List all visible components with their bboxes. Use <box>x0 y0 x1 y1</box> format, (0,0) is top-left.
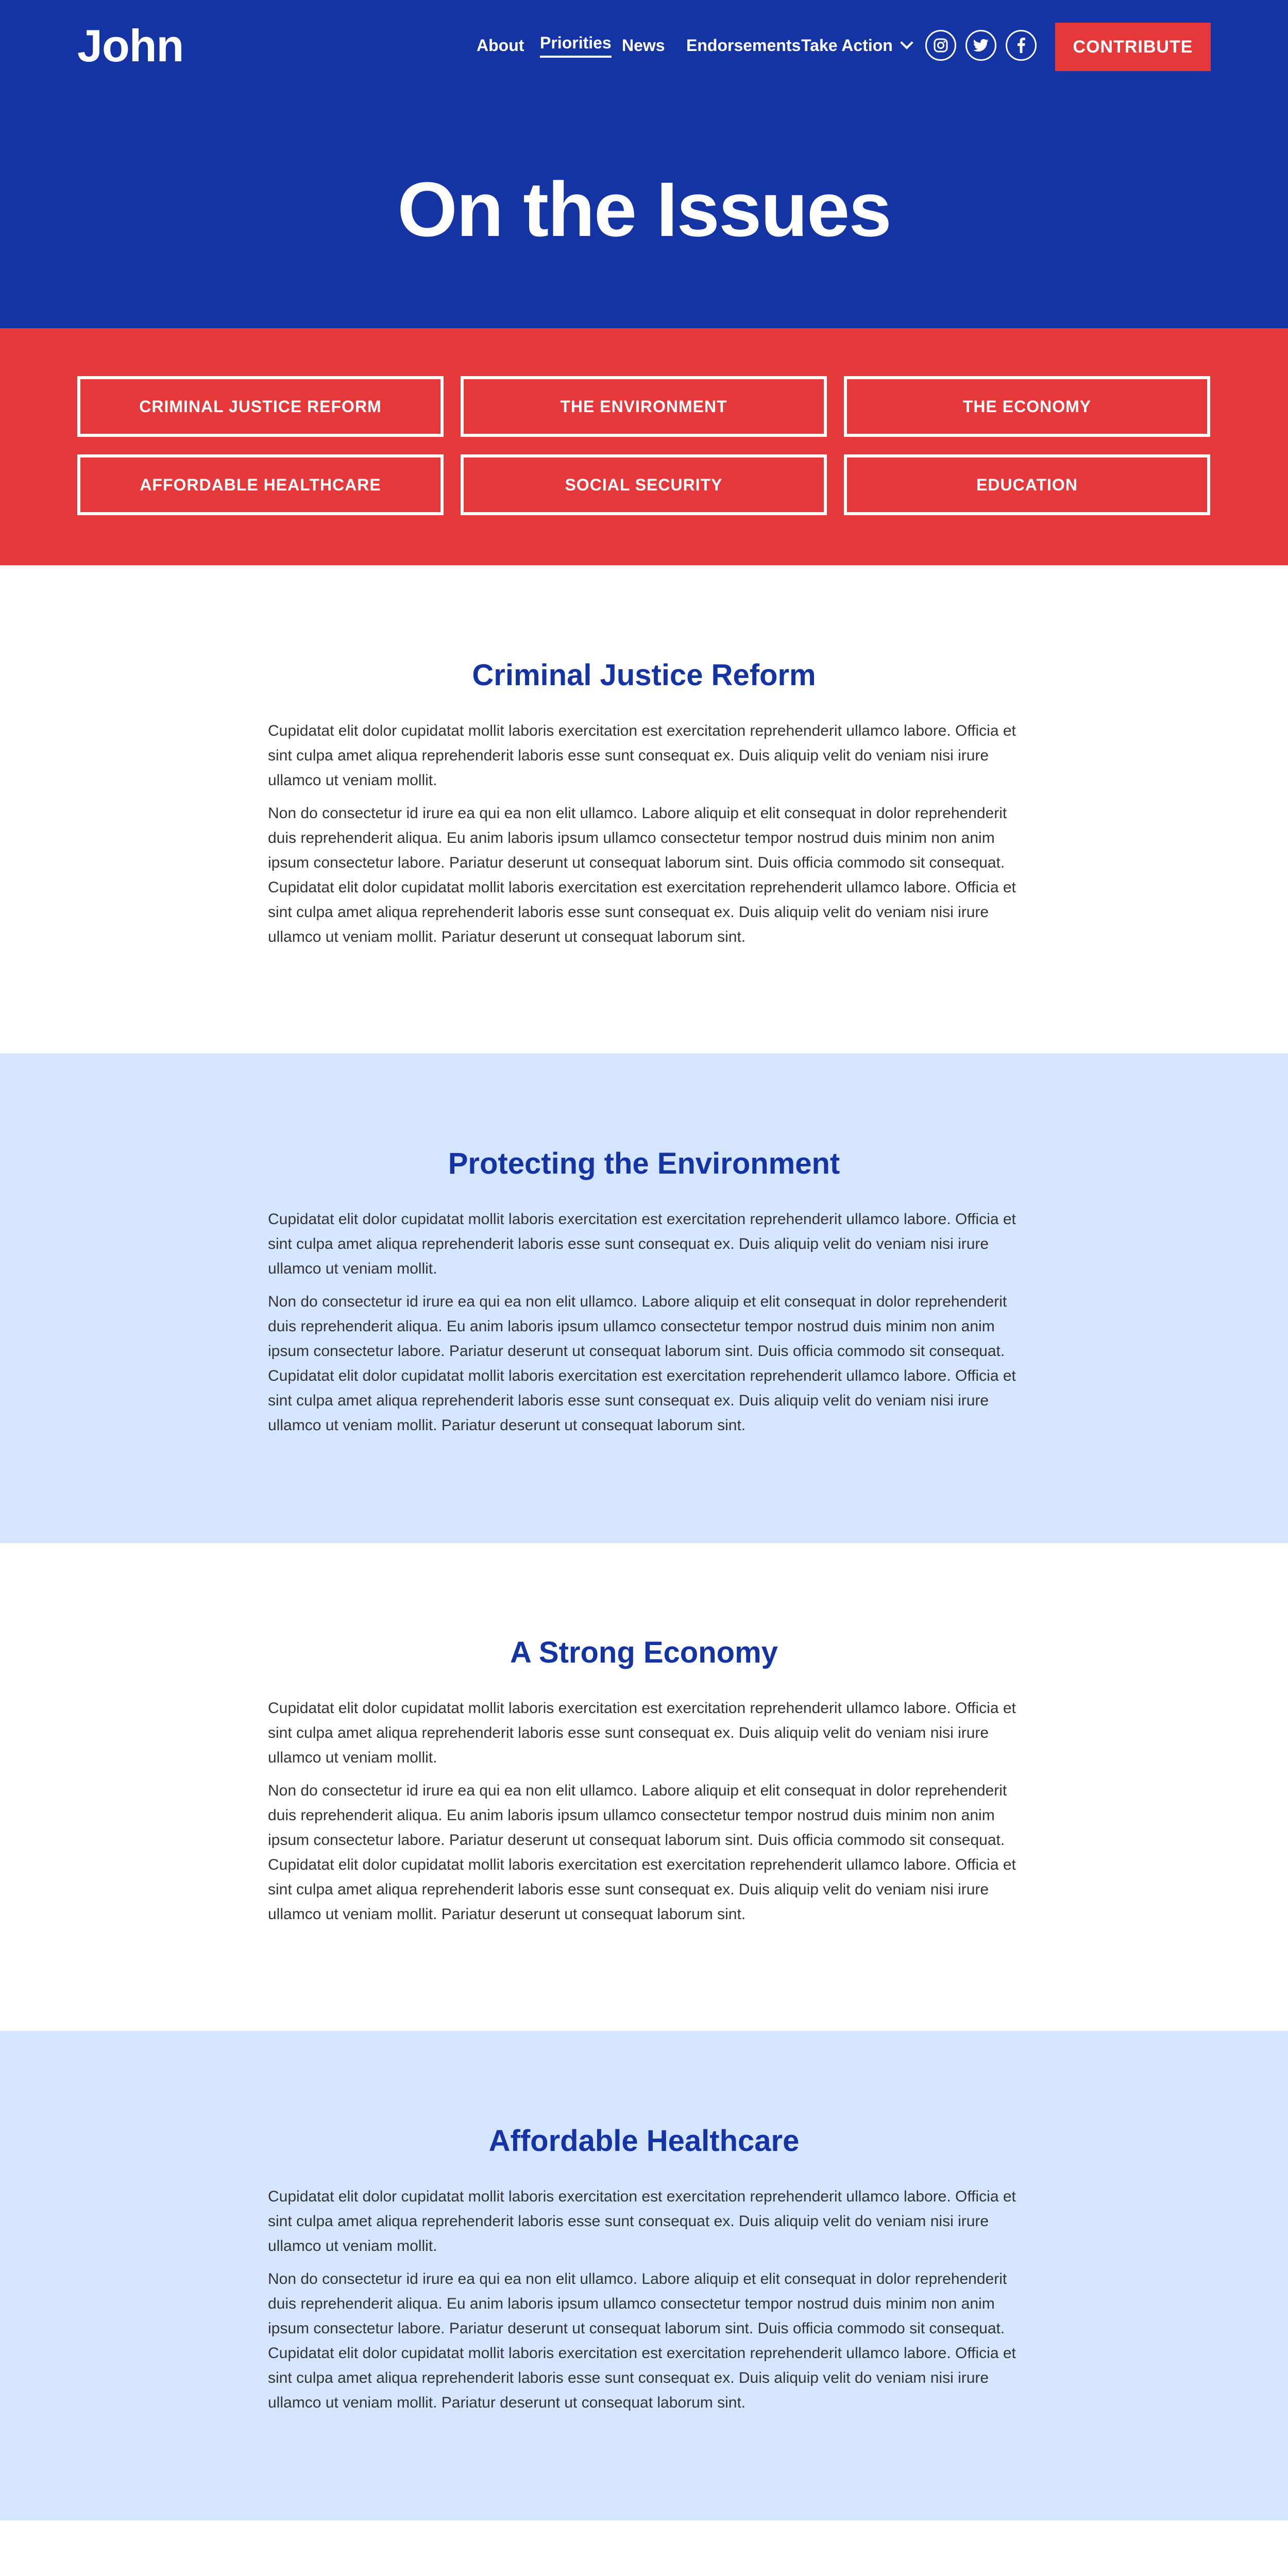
section-title: Criminal Justice Reform <box>472 658 816 692</box>
issues-nav <box>0 328 1288 565</box>
nav-link-priorities[interactable]: Priorities <box>540 33 612 58</box>
section-paragraph: Non do consectetur id irure ea qui ea non elit ullamco. Labore aliquip et elit consequat in dolor reprehenderit duis reprehenderit aliqua. Eu anim laboris ipsum ullamco consectetur tempor nostrud duis minim non anim ipsum consectetur labore. Pariatur deserunt ut consequat laborum sint. Duis officia commodo sit consequat. Cupidatat elit dolor cupidatat mollit laboris exercitation est exercitation reprehenderit ullamco labore. Officia et sint culpa amet aliqua reprehenderit laboris esse sunt consequat ex. Duis aliquip velit do veniam nisi irure ullamco ut veniam mollit. Pariatur deserunt ut consequat laborum sint. <box>268 1782 1016 1923</box>
issue-section-criminal-justice <box>0 565 1288 1055</box>
nav-link-about[interactable]: About <box>477 36 524 55</box>
nav-link-take-action[interactable]: Take Action <box>801 36 893 55</box>
nav-item-endorsements[interactable] <box>686 33 801 58</box>
section-paragraph: Non do consectetur id irure ea qui ea non elit ullamco. Labore aliquip et elit consequat in dolor reprehenderit duis reprehenderit aliqua. Eu anim laboris ipsum ullamco consectetur tempor nostrud duis minim non anim ipsum consectetur labore. Pariatur deserunt ut consequat laborum sint. Duis officia commodo sit consequat. Cupidatat elit dolor cupidatat mollit laboris exercitation est exercitation reprehenderit ullamco labore. Officia et sint culpa amet aliqua reprehenderit laboris esse sunt consequat ex. Duis aliquip velit do veniam nisi irure ullamco ut veniam mollit. Pariatur deserunt ut consequat laborum sint. <box>268 805 1016 945</box>
twitter-icon[interactable] <box>965 30 996 61</box>
chevron-down-icon[interactable] <box>900 36 913 49</box>
nav-link-endorsements[interactable]: Endorsements <box>686 36 801 55</box>
instagram-icon[interactable] <box>925 30 956 61</box>
issue-button-education[interactable]: EDUCATION <box>844 454 1210 515</box>
facebook-icon[interactable] <box>1006 30 1037 61</box>
issue-button-economy[interactable]: THE ECONOMY <box>844 376 1210 437</box>
nav-item-about[interactable] <box>477 33 524 58</box>
page-title: On the Issues <box>397 166 891 252</box>
issue-button-social-security[interactable]: SOCIAL SECURITY <box>461 454 827 515</box>
section-paragraph: Non do consectetur id irure ea qui ea non elit ullamco. Labore aliquip et elit consequat in dolor reprehenderit duis reprehenderit aliqua. Eu anim laboris ipsum ullamco consectetur tempor nostrud duis minim non anim ipsum consectetur labore. Pariatur deserunt ut consequat laborum sint. Duis officia commodo sit consequat. Cupidatat elit dolor cupidatat mollit laboris exercitation est exercitation reprehenderit ullamco labore. Officia et sint culpa amet aliqua reprehenderit laboris esse sunt consequat ex. Duis aliquip velit do veniam nisi irure ullamco ut veniam mollit. Pariatur deserunt ut consequat laborum sint. <box>268 2270 1016 2411</box>
issue-section-environment <box>0 1054 1288 1543</box>
nav-link-news[interactable]: News <box>622 36 665 55</box>
issue-section-economy <box>0 1543 1288 2032</box>
issue-button-healthcare[interactable]: AFFORDABLE HEALTHCARE <box>77 454 444 515</box>
section-title: Protecting the Environment <box>448 1147 840 1180</box>
issue-button-criminal-justice[interactable]: CRIMINAL JUSTICE REFORM <box>77 376 444 437</box>
section-paragraph: Cupidatat elit dolor cupidatat mollit laboris exercitation est exercitation reprehenderit ullamco labore. Officia et sint culpa amet aliqua reprehenderit laboris esse sunt consequat ex. Duis aliquip velit do veniam nisi irure ullamco ut veniam mollit. <box>268 1700 1016 1766</box>
section-title: A Strong Economy <box>510 1636 778 1669</box>
section-paragraph: Cupidatat elit dolor cupidatat mollit laboris exercitation est exercitation reprehenderit ullamco labore. Officia et sint culpa amet aliqua reprehenderit laboris esse sunt consequat ex. Duis aliquip velit do veniam nisi irure ullamco ut veniam mollit. <box>268 2188 1016 2255</box>
nav-item-take-action[interactable] <box>801 33 911 58</box>
section-paragraph: Cupidatat elit dolor cupidatat mollit laboris exercitation est exercitation reprehenderit ullamco labore. Officia et sint culpa amet aliqua reprehenderit laboris esse sunt consequat ex. Duis aliquip velit do veniam nisi irure ullamco ut veniam mollit. <box>268 1211 1016 1277</box>
nav-item-news[interactable] <box>622 33 665 58</box>
issue-section-healthcare <box>0 2031 1288 2520</box>
issue-section-social-security <box>0 2519 1288 2576</box>
site-logo[interactable]: John <box>77 20 184 71</box>
section-title: Affordable Healthcare <box>488 2124 800 2158</box>
site-header <box>0 0 1288 328</box>
section-paragraph: Cupidatat elit dolor cupidatat mollit laboris exercitation est exercitation reprehenderit ullamco labore. Officia et sint culpa amet aliqua reprehenderit laboris esse sunt consequat ex. Duis aliquip velit do veniam nisi irure ullamco ut veniam mollit. <box>268 722 1016 789</box>
contribute-button[interactable]: CONTRIBUTE <box>1055 23 1211 71</box>
nav-item-priorities[interactable] <box>540 33 612 58</box>
issue-button-environment[interactable]: THE ENVIRONMENT <box>461 376 827 437</box>
section-paragraph: Non do consectetur id irure ea qui ea non elit ullamco. Labore aliquip et elit consequat in dolor reprehenderit duis reprehenderit aliqua. Eu anim laboris ipsum ullamco consectetur tempor nostrud duis minim non anim ipsum consectetur labore. Pariatur deserunt ut consequat laborum sint. Duis officia commodo sit consequat. Cupidatat elit dolor cupidatat mollit laboris exercitation est exercitation reprehenderit ullamco labore. Officia et sint culpa amet aliqua reprehenderit laboris esse sunt consequat ex. Duis aliquip velit do veniam nisi irure ullamco ut veniam mollit. Pariatur deserunt ut consequat laborum sint. <box>268 1293 1016 1434</box>
